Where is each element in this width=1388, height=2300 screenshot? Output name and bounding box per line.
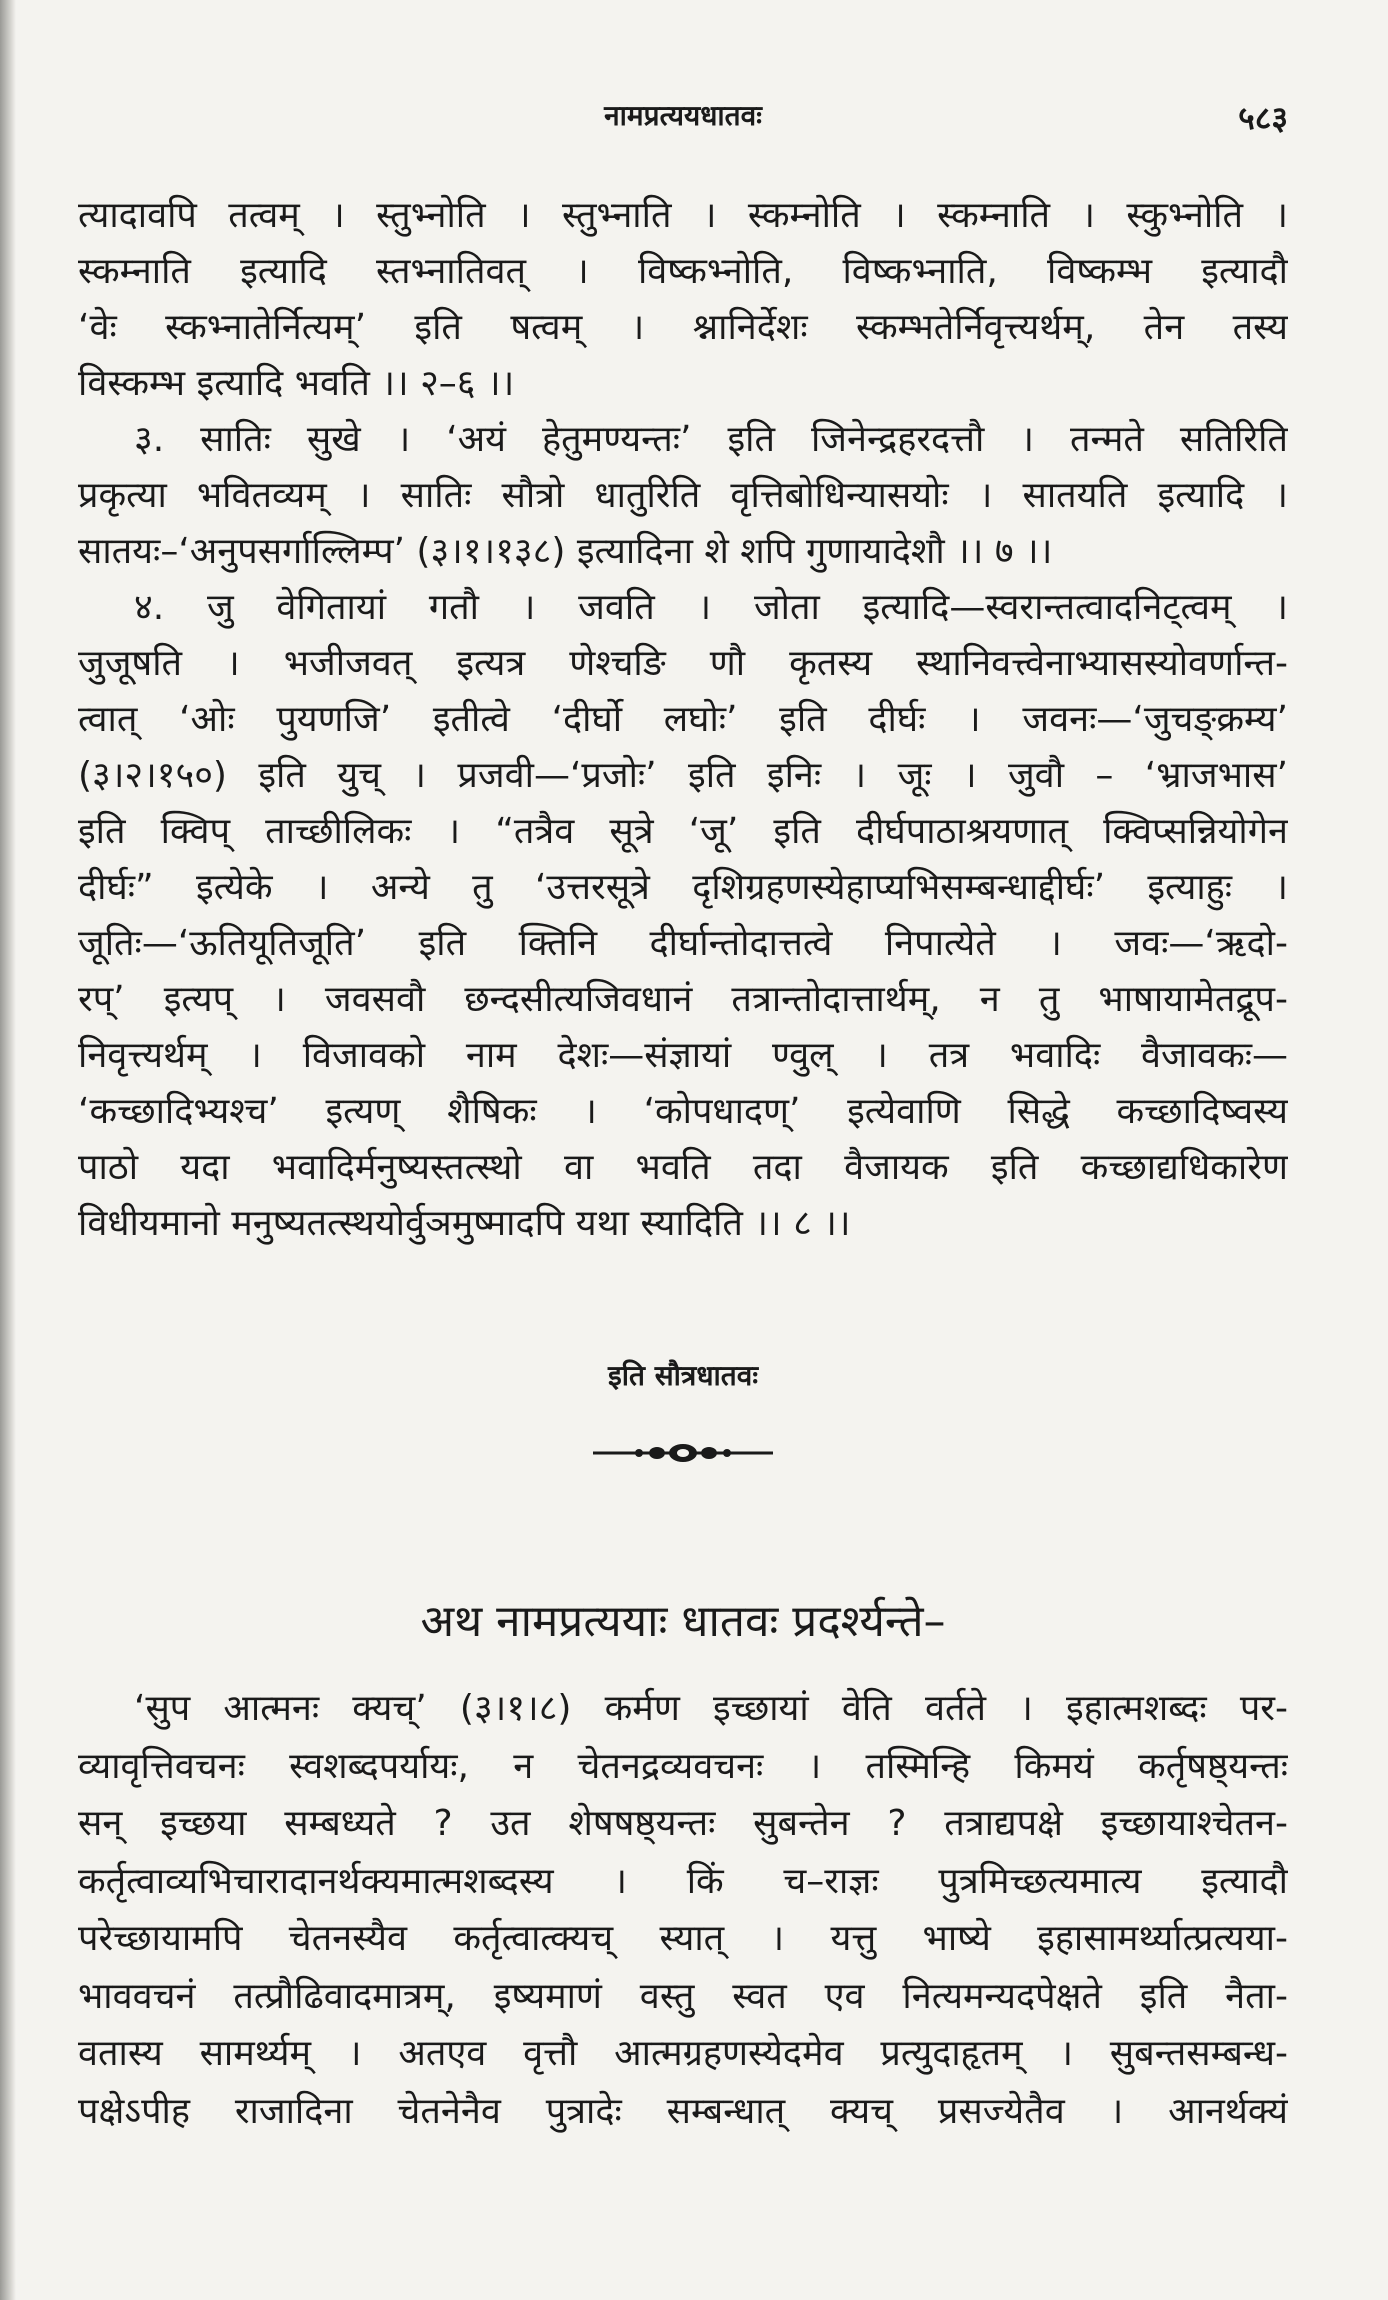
- text-line: त्वात् ‘ओः पुयणजि’ इतीत्वे ‘दीर्घो लघोः’ इति दीर्घः । जवनः—‘जुचङ्क्रम्य’: [78, 699, 1288, 740]
- text-line: वतास्य सामर्थ्यम् । अतएव वृत्तौ आत्मग्रहणस्येदमेव प्रत्युदाहृतम् । सुबन्तसम्बन्ध-: [78, 2033, 1288, 2074]
- text-line: पाठो यदा भवादिर्मनुष्यस्तत्स्थो वा भवति तदा वैजायक इति कच्छाद्यधिकारेण: [78, 1147, 1288, 1188]
- text-line: ४. जु वेगितायां गतौ । जवति । जोता इत्यादि—स्वरान्तत्वादनिट्त्वम् ।: [134, 587, 1288, 628]
- text-line: सातयः–‘अनुपसर्गाल्लिम्प’ (३।१।१३८) इत्यादिना शे शपि गुणायादेशौ ।। ७ ।।: [78, 531, 1053, 572]
- ornament-divider-icon: [583, 1438, 783, 1468]
- text-line: ‘सुप आत्मनः क्यच्’ (३।१।८) कर्मण इच्छायां वेति वर्तते । इहात्मशब्दः पर-: [134, 1688, 1288, 1729]
- page-header: [78, 96, 1288, 136]
- lower-text-block: [78, 1680, 1288, 2140]
- text-line: विधीयमानो मनुष्यतत्स्थयोर्वुञमुष्मादपि यथा स्यादिति ।। ८ ।।: [78, 1203, 851, 1244]
- running-head: नामप्रत्ययधातवः: [604, 99, 762, 132]
- text-line: भाववचनं तत्प्रौढिवादमात्रम्, इष्यमाणं वस्तु स्वत एव नित्यमन्यदपेक्षते इति नैता-: [78, 1975, 1288, 2017]
- text-line: ३. सातिः सुखे । ‘अयं हेतुमण्यन्तः’ इति जिनेन्द्रहरदत्तौ । तन्मते सतिरिति: [134, 419, 1288, 460]
- text-line: प्रकृत्या भवितव्यम् । सातिः सौत्रो धातुरिति वृत्तिबोधिन्यासयोः । सातयति इत्यादि ।: [78, 475, 1288, 516]
- page-number: ५८३: [1238, 99, 1288, 137]
- section-colophon: इति सौत्रधातवः: [607, 1359, 758, 1392]
- text-line: पक्षेऽपीह राजादिना चेतनेनैव पुत्रादेः सम्बन्धात् क्यच् प्रसज्येतैव । आनर्थक्यं: [78, 2090, 1288, 2132]
- text-line: रप्’ इत्यप् । जवसवौ छन्दसीत्यजिवधानं तत्रान्तोदात्तार्थम्, न तु भाषायामेतद्रूप-: [78, 979, 1288, 1020]
- text-line: ‘वेः स्कभ्नातेर्नित्यम्’ इति षत्वम् । श्नानिर्देशः स्कम्भतेर्निवृत्त्यर्थम्, तेन तस्य: [78, 307, 1288, 348]
- text-line: (३।२।१५०) इति युच् । प्रजवी—‘प्रजोः’ इति इनिः । जूः । जुवौ – ‘भ्राजभास’: [78, 755, 1288, 796]
- text-line: सन् इच्छया सम्बध्यते ? उत शेषषष्ठ्यन्तः सुबन्तेन ? तत्राद्यपक्षे इच्छायाश्चेतन-: [78, 1803, 1288, 1844]
- upper-text-block: [78, 188, 1288, 1252]
- text-line: निवृत्त्यर्थम् । विजावको नाम देशः—संज्ञायां ण्वुल् । तत्र भवादिः वैजावकः—: [78, 1035, 1288, 1076]
- text-line: इति क्विप् ताच्छीलिकः । “तत्रैव सूत्रे ‘जू’ इति दीर्घपाठाश्रयणात् क्विप्सन्नियोगेन: [78, 811, 1288, 852]
- text-line: जूतिः—‘ऊतियूतिजूति’ इति क्तिनि दीर्घान्तोदात्तत्वे निपात्येते । जवः—‘ऋदो-: [78, 923, 1288, 964]
- text-line: व्यावृत्तिवचनः स्वशब्दपर्यायः, न चेतनद्रव्यवचनः । तस्मिन्हि किमयं कर्तृषष्ठ्यन्तः: [78, 1745, 1288, 1787]
- book-page: [78, 0, 1288, 2300]
- page-binding-shadow: [0, 0, 16, 2300]
- text-line: विस्कम्भ इत्यादि भवति ।। २–६ ।।: [78, 363, 515, 404]
- text-line: ‘कच्छादिभ्यश्च’ इत्यण् शैषिकः । ‘कोपधादण्’ इत्येवाणि सिद्धे कच्छादिष्वस्य: [78, 1091, 1288, 1132]
- text-line: दीर्घः” इत्येके । अन्ये तु ‘उत्तरसूत्रे दृशिग्रहणस्येहाप्यभिसम्बन्धाद्दीर्घः’ इत्याहुः ।: [78, 867, 1288, 908]
- text-line: स्कम्नाति इत्यादि स्तभ्नातिवत् । विष्कभ्नोति, विष्कभ्नाति, विष्कम्भ इत्यादौ: [78, 251, 1288, 292]
- section-title: अथ नामप्रत्ययाः धातवः प्रदर्श्यन्ते–: [420, 1596, 946, 1647]
- text-line: त्यादावपि तत्वम् । स्तुभ्नोति । स्तुभ्नाति । स्कम्नोति । स्कम्नाति । स्कुभ्नोति ।: [78, 195, 1288, 236]
- text-line: कर्तृत्वाव्यभिचारादानर्थक्यमात्मशब्दस्य । किं च–राज्ञः पुत्रमिच्छत्यमात्य इत्यादौ: [78, 1860, 1288, 1902]
- text-line: परेच्छायामपि चेतनस्यैव कर्तृत्वात्क्यच् स्यात् । यत्तु भाष्ये इहासामर्थ्यात्प्रत्यया-: [78, 1918, 1288, 1959]
- text-line: जुजूषति । भजीजवत् इत्यत्र णेश्चङि णौ कृतस्य स्थानिवत्त्वेनाभ्यासस्योवर्णान्त-: [78, 643, 1288, 684]
